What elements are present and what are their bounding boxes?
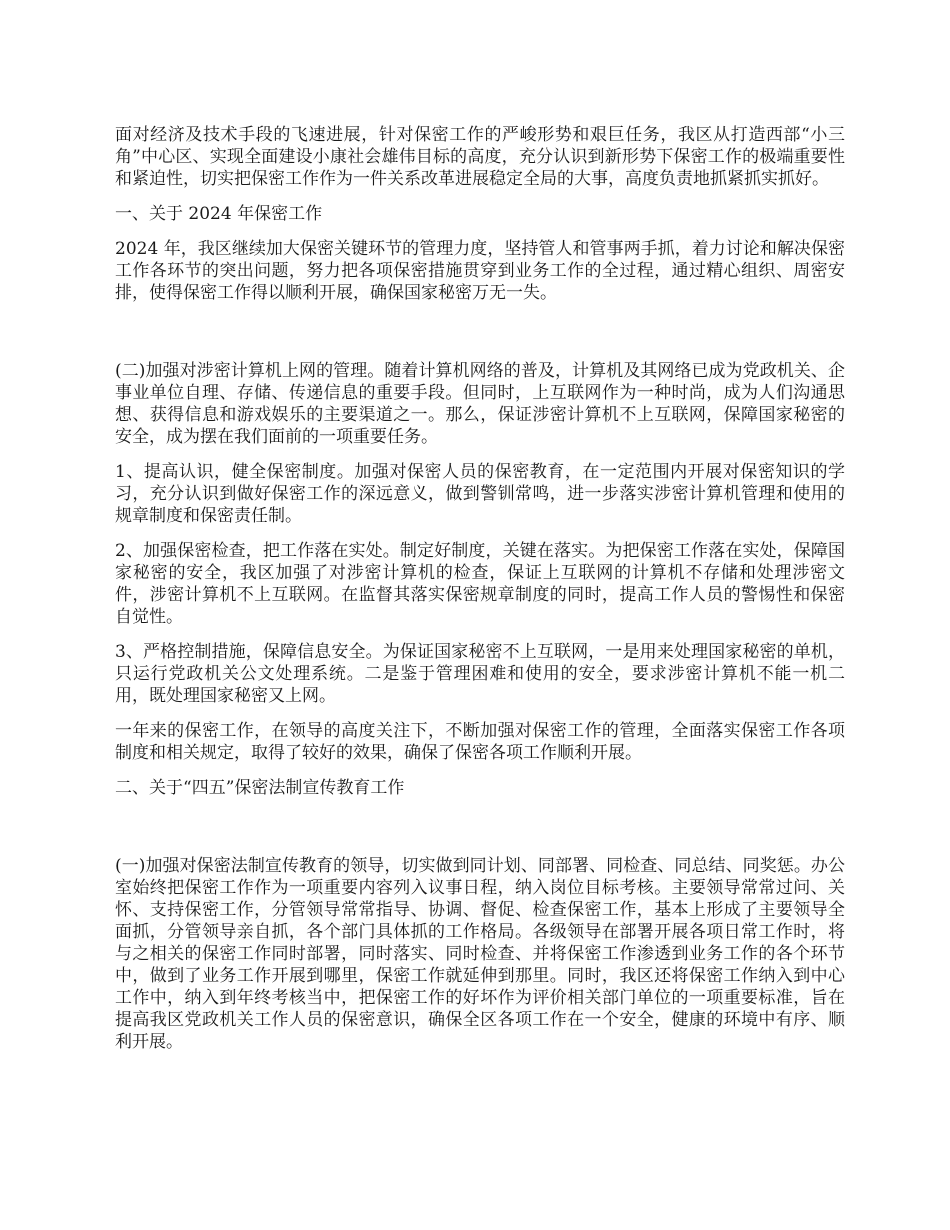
section-heading-2024: 一、关于 2024 年保密工作 (115, 204, 323, 224)
paragraph-computer-network: (二)加强对涉密计算机上网的管理。随着计算机网络的普及，计算机及其网络已成为党政机关、企事业单位自理、存储、传递信息的重要手段。但同时，上互联网作为一种时尚，成为人们沟通思想、获得信息和游戏娱乐的主要渠道之一。那么，保证涉密计算机不上互联网，保障国家秘密的安全，成为摆在我们面前的一项重要任务。 (115, 361, 845, 447)
year-summary-paragraph: 一年来的保密工作，在领导的高度关注下，不断加强对保密工作的管理，全面落实保密工作各项制度和相关规定，取得了较好的效果，确保了保密各项工作顺利开展。 (115, 721, 845, 763)
list-item-2: 2、加强保密检查，把工作落在实处。制定好制度，关键在落实。为把保密工作落在实处，保障国家秘密的安全，我区加强了对涉密计算机的检查，保证上互联网的计算机不存储和处理涉密文件，涉密计算机不上互联网。在监督其落实保密规章制度的同时，提高工作人员的警惕性和保密自觉性。 (115, 541, 845, 627)
paragraph-legal-education-leadership: (一)加强对保密法制宣传教育的领导，切实做到同计划、同部署、同检查、同总结、同奖惩。办公室始终把保密工作作为一项重要内容列入议事日程，纳入岗位目标考核。主要领导常常过问、关怀、支持保密工作，分管领导常常指导、协调、督促、检查保密工作，基本上形成了主要领导全面抓，分管领导亲自抓，各个部门具体抓的工作格局。各级领导在部署开展各项日常工作时，将与之相关的保密工作同时部署，同时落实、同时检查、并将保密工作渗透到业务工作的各个环节中，做到了业务工作开展到哪里，保密工作就延伸到那里。同时，我区还将保密工作纳入到中心工作中，纳入到年终考核当中，把保密工作的好坏作为评价相关部门单位的一项重要标准，旨在提高我区党政机关工作人员的保密意识，确保全区各项工作在一个安全，健康的环境中有序、顺利开展。 (115, 856, 845, 1052)
section-heading-legal-education: 二、关于“四五”保密法制宣传教育工作 (115, 778, 405, 798)
intro-paragraph: 面对经济及技术手段的飞速进展，针对保密工作的严峻形势和艰巨任务，我区从打造西部“小三角”中心区、实现全面建设小康社会雄伟目标的高度，充分认识到新形势下保密工作的极端重要性和紧迫性，切实把保密工作作为一件关系改革进展稳定全局的大事，高度负责地抓紧抓实抓好。 (115, 125, 845, 189)
list-item-1: 1、提高认识，健全保密制度。加强对保密人员的保密教育，在一定范围内开展对保密知识的学习，充分认识到做好保密工作的深远意义，做到警钏常鸣，进一步落实涉密计算机管理和使用的规章制度和保密责任制。 (115, 462, 845, 526)
document-body (115, 124, 845, 1053)
list-item-3: 3、严格控制措施，保障信息安全。为保证国家秘密不上互联网，一是用来处理国家秘密的单机，只运行党政机关公文处理系统。二是鉴于管理困难和使用的安全，要求涉密计算机不能一机二用，既处理国家秘密又上网。 (115, 642, 845, 706)
paragraph-2024-summary: 2024 年，我区继续加大保密关键环节的管理力度，坚持管人和管事两手抓，着力讨论和解决保密工作各环节的突出问题，努力把各项保密措施贯穿到业务工作的全过程，通过精心组织、周密安排，使得保密工作得以顺利开展，确保国家秘密万无一失。 (115, 239, 845, 303)
